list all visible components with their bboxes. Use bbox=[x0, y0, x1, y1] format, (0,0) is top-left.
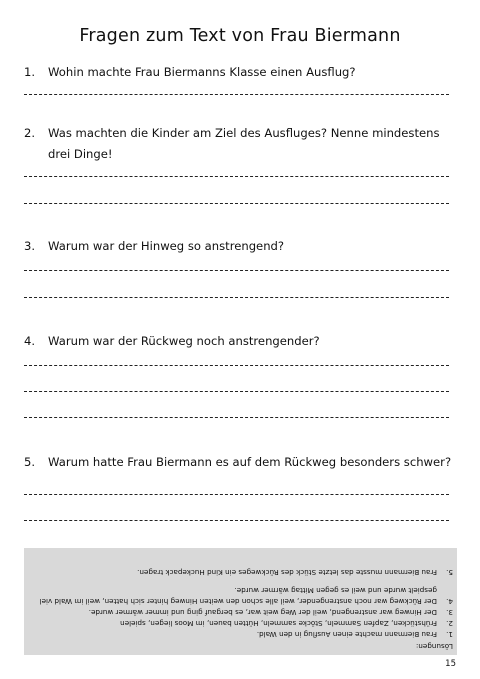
solution-text: Frau Biermann machte einen Ausflug in den Wald. bbox=[256, 630, 437, 639]
solution-number: 1. bbox=[446, 630, 453, 639]
solutions-heading: Lösungen: bbox=[415, 642, 453, 651]
solution-text: Der Rückweg war noch anstrengender, weil alle schon den weiten Hinweg hinter sich hatten, weil im Wald viel gespielt wurde und weil es gegen Mittag wärmer wurde. bbox=[39, 586, 437, 606]
answer-line[interactable] bbox=[24, 297, 449, 298]
question-number: 1. bbox=[24, 65, 36, 79]
question-number: 4. bbox=[24, 334, 36, 348]
solution-number: 3. bbox=[446, 608, 453, 617]
solution-number: 5. bbox=[446, 568, 453, 577]
question-text: Was machten die Kinder am Ziel des Ausfluges? Nenne mindestens drei Dinge! bbox=[48, 126, 440, 161]
question-1 bbox=[24, 62, 454, 83]
question-number: 3. bbox=[24, 239, 36, 253]
answer-line[interactable] bbox=[24, 391, 449, 392]
question-4 bbox=[24, 331, 454, 352]
answer-line[interactable] bbox=[24, 417, 449, 418]
answer-line[interactable] bbox=[24, 176, 449, 177]
question-text: Wohin machte Frau Biermanns Klasse einen Ausflug? bbox=[48, 65, 356, 79]
question-text: Warum war der Rückweg noch anstrengender? bbox=[48, 334, 320, 348]
question-5 bbox=[24, 452, 454, 473]
solution-number: 2. bbox=[446, 619, 453, 628]
question-number: 2. bbox=[24, 126, 36, 140]
question-text: Warum hatte Frau Biermann es auf dem Rückweg besonders schwer? bbox=[48, 455, 452, 469]
solution-item-2 bbox=[33, 617, 453, 628]
solution-text: Frühstücken, Zapfen Sammeln, Stöcke sammeln, Hütten bauen, im Moos liegen, spielen bbox=[120, 619, 437, 628]
page-number: 15 bbox=[445, 659, 456, 669]
solutions-box bbox=[24, 548, 457, 655]
answer-line[interactable] bbox=[24, 494, 449, 495]
solution-text: Frau Biermann musste das letzte Stück des Rückweges ein Kind Huckepack tragen. bbox=[137, 568, 437, 577]
solution-number: 4. bbox=[446, 597, 453, 606]
question-3 bbox=[24, 236, 454, 257]
question-number: 5. bbox=[24, 455, 36, 469]
answer-line[interactable] bbox=[24, 270, 449, 271]
answer-line[interactable] bbox=[24, 365, 449, 366]
solution-item-5 bbox=[33, 566, 453, 577]
answer-line[interactable] bbox=[24, 94, 449, 95]
question-2 bbox=[24, 123, 454, 165]
question-text: Warum war der Hinweg so anstrengend? bbox=[48, 239, 285, 253]
solutions-content-rotated bbox=[24, 548, 457, 655]
answer-line[interactable] bbox=[24, 203, 449, 204]
page-title: Fragen zum Text von Frau Biermann bbox=[79, 26, 401, 46]
answer-line[interactable] bbox=[24, 520, 449, 521]
solution-text: Der Hinweg war anstrengend, weil der Weg weit war, es bergauf ging und immer wärmer wurde. bbox=[88, 608, 437, 617]
solution-item-1 bbox=[33, 628, 453, 639]
solution-item-3 bbox=[33, 606, 453, 617]
solution-item-4 bbox=[33, 585, 453, 606]
